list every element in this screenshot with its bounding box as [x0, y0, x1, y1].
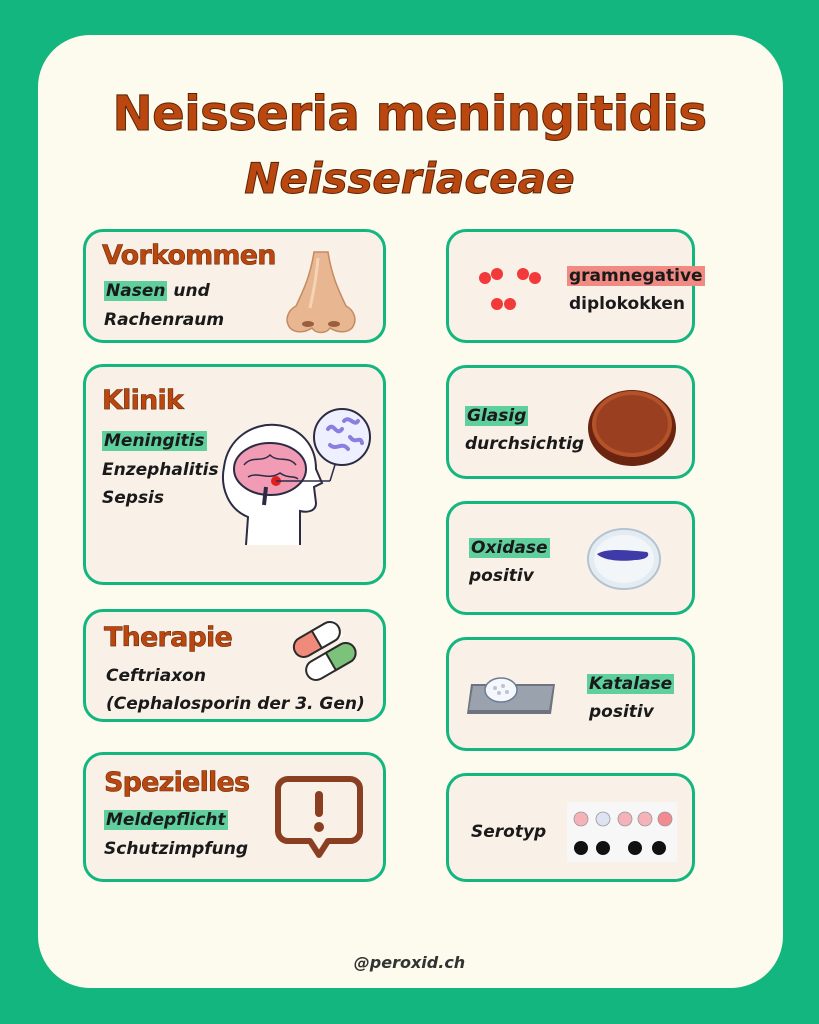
catalase-slide-icon [465, 674, 559, 718]
serotype-card-icon [567, 802, 677, 862]
spezielles-line2: Schutzimpfung [104, 839, 249, 859]
gram-box [446, 229, 703, 343]
klinik-line1 [102, 431, 207, 451]
klinik-line3: Sepsis [102, 488, 165, 508]
vorkommen-box [83, 229, 386, 343]
glasig-line2: durchsichtig [465, 434, 585, 454]
brain-head-icon [218, 407, 378, 547]
katalase-line1 [587, 674, 674, 694]
gram-highlight: gramnegative [569, 266, 703, 286]
vorkommen-heading: Vorkommen [102, 240, 276, 271]
oxidase-plate-icon [585, 526, 663, 592]
spezielles-line1 [104, 810, 228, 830]
diplococci-icon [475, 264, 545, 314]
katalase-line2: positiv [589, 702, 654, 722]
alert-icon [274, 775, 364, 863]
oxidase-highlight: Oxidase [471, 538, 548, 558]
vorkommen-line1 [104, 281, 210, 301]
serotyp-label: Serotyp [471, 822, 547, 842]
vorkommen-highlight: Nasen [106, 281, 166, 301]
glasig-box [446, 365, 695, 479]
gram-line1 [567, 266, 705, 286]
oxidase-line1 [469, 538, 550, 558]
katalase-box [446, 637, 695, 751]
therapie-line2: (Cephalosporin der 3. Gen) [106, 694, 365, 714]
spezielles-highlight: Meldepflicht [106, 810, 226, 830]
vorkommen-rest: und [167, 281, 210, 301]
therapie-heading: Therapie [104, 622, 232, 653]
gram-line2: diplokokken [569, 294, 685, 314]
footer-handle: @peroxid.ch [353, 953, 466, 972]
klinik-box [83, 364, 386, 585]
klinik-line2: Enzephalitis [102, 460, 219, 480]
spezielles-heading: Spezielles [104, 767, 250, 798]
spezielles-box [83, 752, 386, 882]
pills-icon [286, 618, 360, 682]
page-title: Neisseria meningitidis [112, 86, 707, 142]
oxidase-box [446, 501, 695, 615]
nose-icon [282, 248, 360, 338]
serotyp-box [446, 773, 695, 882]
glasig-highlight: Glasig [467, 406, 527, 426]
klinik-highlight: Meningitis [104, 431, 205, 451]
katalase-highlight: Katalase [589, 674, 673, 694]
vorkommen-line2: Rachenraum [104, 310, 225, 330]
oxidase-line2: positiv [469, 566, 534, 586]
klinik-heading: Klinik [102, 385, 184, 416]
glasig-line1 [465, 406, 528, 426]
agar-plate-icon [585, 382, 679, 468]
therapie-line1: Ceftriaxon [106, 666, 206, 686]
page-subtitle: Neisseriaceae [244, 154, 575, 203]
therapie-box [83, 609, 386, 722]
